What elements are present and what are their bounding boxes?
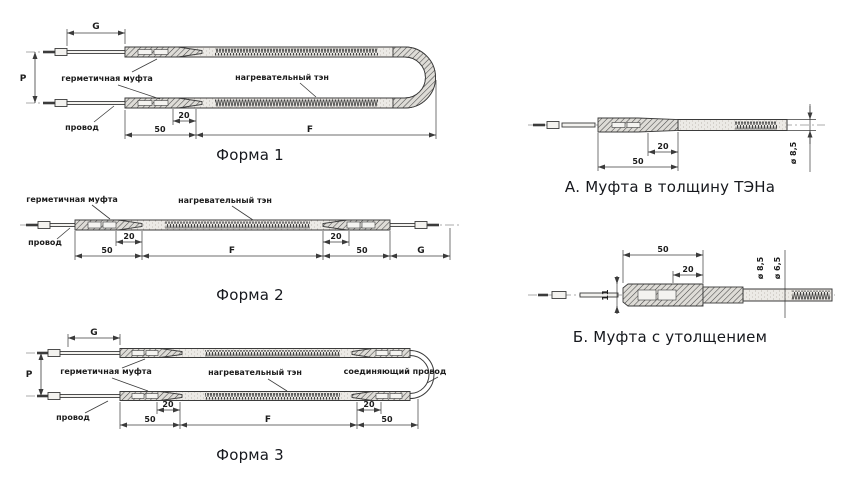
form3-dim-50-right: 50 [381, 415, 393, 424]
form1-dim-p-label: P [19, 74, 27, 84]
form2-muffle-label: герметичная муфта [26, 195, 118, 204]
detail-a-dim-20: 20 [657, 142, 669, 151]
detail-b-caption: Б. Муфта с утолщением [572, 328, 768, 346]
form2-bottom-dims [75, 228, 450, 260]
form3-heater-label: нагревательный тэн [208, 368, 302, 377]
detail-a-caption: А. Муфта в толщину ТЭНа [564, 178, 776, 196]
form1-wire-label: провод [65, 123, 99, 132]
form1-dim-g [67, 22, 125, 46]
form3-dim-p [26, 353, 41, 396]
form1-bend-hatch [393, 47, 435, 108]
form2-dim-f: F [228, 246, 236, 256]
form2-dim-g: G [417, 246, 425, 256]
form3-dim-50-left: 50 [144, 415, 156, 424]
form3-muffle-label: герметичная муфта [60, 367, 152, 376]
detail-b-diameter-dims [756, 250, 785, 318]
detail-b-top-dims [623, 245, 703, 283]
detail-a-dim-50: 50 [632, 157, 644, 166]
form3-bottom-dims [120, 399, 418, 429]
detail-b-diameter-inner-label: ø 6,5 [773, 256, 782, 280]
form3-dim-g-label: G [90, 328, 98, 338]
form1-dim-20: 20 [178, 111, 190, 120]
detail-b-drawing [520, 238, 840, 326]
form3-dim-g [68, 328, 120, 347]
form2-dim-20-right: 20 [330, 232, 342, 241]
form2-dim-50-left: 50 [101, 246, 113, 255]
form1-heater-label: нагревательный тэн [235, 73, 329, 82]
form1-dim-g-label: G [92, 22, 100, 32]
detail-b-muffle [623, 284, 743, 306]
detail-a-muffle [598, 118, 678, 132]
form1-muffle-label: герметичная муфта [61, 74, 153, 83]
detail-a-diameter-label: ø 8,5 [789, 141, 798, 165]
detail-b-dim-50: 50 [657, 245, 669, 254]
detail-a-lead-wire [533, 122, 595, 129]
form1-drawing [10, 8, 480, 148]
form2-dim-20-left: 20 [123, 232, 135, 241]
form1-dim-f: F [306, 125, 314, 135]
detail-b-dim-11-label: 11 [601, 289, 610, 301]
form2-heater-label: нагревательный тэн [178, 196, 272, 205]
detail-b-dim-20: 20 [682, 265, 694, 274]
form3-connecting-wire-label: соединяющий провод [343, 367, 447, 376]
form3-wire-label: провод [56, 413, 90, 422]
form1-dim-50: 50 [154, 125, 166, 134]
form3-dim-f: F [264, 415, 272, 425]
form2-wire-label: провод [28, 238, 62, 247]
form3-dim-20-left: 20 [162, 400, 174, 409]
form3-dim-20-right: 20 [363, 400, 375, 409]
form3-drawing [10, 325, 490, 440]
form1-dim-p [20, 52, 35, 103]
detail-a-drawing [520, 98, 840, 178]
form2-drawing [10, 188, 470, 274]
form1-bottom-dims [125, 80, 436, 139]
detail-a-diameter-dim [789, 104, 810, 172]
detail-b-diameter-outer-label: ø 8,5 [756, 256, 765, 280]
form3-part-labels [56, 359, 447, 422]
form3-dim-p-label: P [25, 370, 33, 380]
form2-caption: Форма 2 [216, 286, 284, 304]
form1-caption: Форма 1 [216, 146, 284, 164]
detail-a-dims [598, 132, 678, 171]
form3-caption: Форма 3 [216, 446, 284, 464]
detail-b-sleeve [703, 287, 743, 303]
form2-dim-50-right: 50 [356, 246, 368, 255]
detail-b-tube [743, 289, 832, 301]
